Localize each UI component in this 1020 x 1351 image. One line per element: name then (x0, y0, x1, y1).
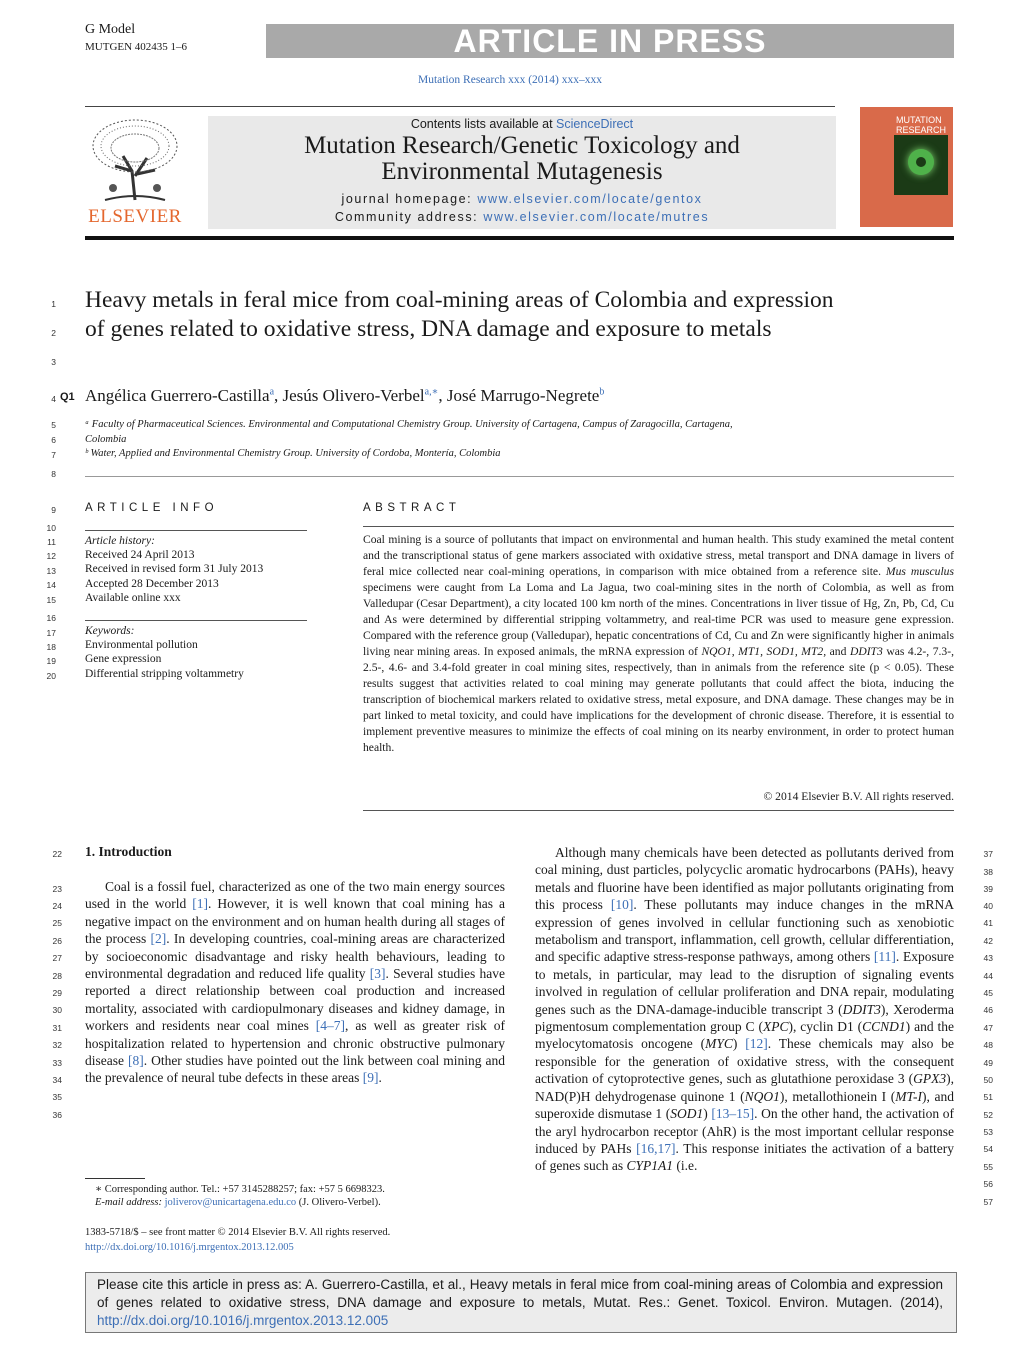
line-number: 36 (52, 1110, 62, 1120)
cover-image (894, 135, 948, 195)
info-rule (85, 530, 307, 531)
line-number: 22 (52, 849, 62, 859)
line-number: 35 (52, 1092, 62, 1102)
query-marker[interactable]: Q1 (60, 391, 75, 403)
line-number: 51 (983, 1092, 993, 1102)
sciencedirect-link[interactable]: ScienceDirect (556, 117, 634, 131)
line-number: 41 (983, 918, 993, 928)
line-number: 5 (51, 420, 56, 430)
line-number: 29 (52, 988, 62, 998)
line-number: 46 (983, 1005, 993, 1015)
line-number: 17 (46, 628, 56, 638)
line-number: 37 (983, 849, 993, 859)
author-name[interactable]: Angélica Guerrero-Castilla (85, 386, 270, 405)
line-number: 27 (52, 953, 62, 963)
intro-column-left: Coal is a fossil fuel, characterized as one of the two main energy sources used in the world [1]. However, it is well known that coal mining has a negative impact on the environment and on human health during all stages of the process [2]. In developing countries, coal-mining areas are characterized by socioeconomic disadvantage and risky health behaviours, leading to environmental degradation and reduced life quality [3]. Several studies have reported a direct relationship between coal production and increased mortality, associated with cardiopulmonary diseases and kidney damage, in workers and residents near coal mines [4–7], as well as greater risk of hospitalization related to hypertension and chronic obstructive pulmonary disease [8]. Other studies have pointed out the link between coal mining and the prevalence of neural tube defects in these areas [9]. (85, 879, 506, 1086)
abstract-bottom-rule (363, 810, 954, 811)
article-in-press-banner: ARTICLE IN PRESS (266, 24, 954, 58)
line-number: 24 (52, 901, 62, 911)
citation-link[interactable]: [10] (610, 897, 634, 913)
affiliation-a-cont: Colombia (85, 434, 127, 445)
line-number: 43 (983, 953, 993, 963)
citation-link[interactable]: [2] (150, 931, 167, 947)
line-number: 2 (51, 328, 56, 338)
affiliation-b: ᵇ Water, Applied and Environmental Chemistry Group. University of Cordoba, Montería, Colombia (85, 448, 501, 459)
info-rule (85, 620, 307, 621)
article-title: Heavy metals in feral mice from coal-mining areas of Colombia and expression of genes related to oxidative stress, DNA damage and exposure to metals (85, 287, 834, 342)
footnote-rule (85, 1178, 145, 1179)
journal-reference[interactable]: Mutation Research xxx (2014) xxx–xxx (418, 74, 602, 86)
line-number: 26 (52, 936, 62, 946)
g-model-label: G Model (85, 22, 136, 37)
line-number: 13 (46, 566, 56, 576)
line-number: 57 (983, 1197, 993, 1207)
journal-title: Mutation Research/Genetic Toxicology and Environmental Mutagenesis (304, 132, 740, 185)
line-number: 18 (46, 642, 56, 652)
journal-homepage: journal homepage: www.elsevier.com/locate/gentox (341, 192, 703, 206)
manuscript-id: MUTGEN 402435 1–6 (85, 41, 188, 53)
keyword: Environmental pollution (85, 639, 198, 651)
citation-link[interactable]: [8] (127, 1053, 144, 1069)
line-number: 39 (983, 884, 993, 894)
line-number: 6 (51, 435, 56, 445)
revised-date: Received in revised form 31 July 2013 (85, 563, 264, 575)
line-number: 14 (46, 580, 56, 590)
author-list: Angélica Guerrero-Castilla$^a$, Jesús Olivero-Verbel$^{a,∗}$, José Marrugo-Negrete$^b$ (85, 386, 605, 405)
introduction-heading: 1. Introduction (85, 844, 172, 859)
line-number: 16 (46, 613, 56, 623)
community-address: Community address: www.elsevier.com/locate/mutres (334, 210, 710, 224)
affiliation-a: ᵃ Faculty of Pharmaceutical Sciences. Environmental and Computational Chemistry Group. University of Cartagena, Campus of Zaragocilla, Cartagena, (85, 419, 733, 430)
email-note: E-mail address: joliverov@unicartagena.edu.co (J. Olivero-Verbel). (95, 1197, 381, 1208)
section-rule (85, 476, 954, 477)
line-number: 53 (983, 1127, 993, 1137)
elsevier-logo[interactable] (85, 116, 185, 228)
line-number: 56 (983, 1179, 993, 1189)
line-number: 42 (983, 936, 993, 946)
line-number: 10 (46, 523, 56, 533)
abstract-heading: ABSTRACT (363, 502, 461, 514)
author-name[interactable]: José Marrugo-Negrete (446, 386, 600, 405)
line-number: 40 (983, 901, 993, 911)
copyright-notice: © 2014 Elsevier B.V. All rights reserved. (763, 790, 954, 803)
keyword: Gene expression (85, 653, 162, 665)
citation-link[interactable]: [1] (192, 896, 208, 912)
doi-link[interactable]: http://dx.doi.org/10.1016/j.mrgentox.2013.12.005 (85, 1242, 294, 1253)
line-number: 31 (52, 1023, 62, 1033)
line-number: 47 (983, 1023, 993, 1033)
homepage-link[interactable]: www.elsevier.com/locate/gentox (477, 192, 703, 206)
citation-doi-link[interactable]: http://dx.doi.org/10.1016/j.mrgentox.2013.12.005 (97, 1313, 389, 1328)
line-number: 50 (983, 1075, 993, 1085)
citation-link[interactable]: [12] (745, 1036, 768, 1052)
header-rule (85, 106, 835, 107)
line-number: 55 (983, 1162, 993, 1172)
keyword: Differential stripping voltammetry (85, 668, 244, 680)
line-number: 44 (983, 971, 993, 981)
line-number: 48 (983, 1040, 993, 1050)
citation-link[interactable]: [4–7] (315, 1018, 346, 1034)
cover-title: MUTATION RESEARCH (896, 115, 947, 135)
intro-column-right: Although many chemicals have been detected as pollutants derived from coal mining, dust particles, polycyclic aromatic hydrocarbons (PAHs), heavy metals and fluorine have been identified as major pollutants originating from this process [10]. These pollutants may induce changes in the mRNA expression of genes involved in cellular functioning such as xenobiotic metabolism and transport, inflammation, cell growth, cellular differentiation, and specific adaptive stress-response pathways, among others [11]. Exposure to metals, in particular, may lead to the disruption of signaling events involved in regulation of cellular proliferation and DNA repair, modulating genes such as the DNA-damage-inducible transcript 3 (DDIT3), Xeroderma pigmentosum complementation group C (XPC), cyclin D1 (CCND1) and the myelocytomatosis oncogene (MYC) [12]. These chemicals may also be responsible for the generation of oxidative stress, with the consequent activation of cytoprotective genes, such as glutathione peroxidase 3 (GPX3), NAD(P)H dehydrogenase quinone 1 (NQO1), metallothionein I (MT-I), and superoxide dismutase 1 (SOD1) [13–15]. On the other hand, the activation of the aryl hydrocarbon receptor (AhR) is the most important cellular response induced by PAHs [16,17]. This response initiates the activation of a battery of genes such as CYP1A1 (i.e. (535, 845, 955, 1174)
line-number: 30 (52, 1005, 62, 1015)
line-number: 34 (52, 1075, 62, 1085)
online-date: Available online xxx (85, 592, 181, 604)
line-number: 1 (51, 299, 56, 309)
line-number: 12 (46, 551, 56, 561)
line-number: 20 (46, 671, 56, 681)
contents-line: Contents lists available at ScienceDirect (410, 117, 634, 131)
citation-link[interactable]: [13–15] (711, 1106, 755, 1122)
line-number: 7 (51, 450, 56, 460)
line-number: 33 (52, 1058, 62, 1068)
citation-text: Please cite this article in press as: A. Guerrero-Castilla, et al., Heavy metals in feral mice from coal-mining areas of Colombia and expression of genes related to oxidative stress, DNA damage and exposure to metals, Mutat. Res.: Genet. Toxicol. Environ. Mutagen. (2014), http://dx.doi.org/10.1016/j.mrgentox.2013.12.005 (97, 1277, 943, 1328)
line-number: 28 (52, 971, 62, 981)
line-number: 11 (47, 537, 56, 547)
author-name[interactable]: Jesús Olivero-Verbel (282, 386, 425, 405)
community-link[interactable]: www.elsevier.com/locate/mutres (483, 210, 710, 224)
abstract-rule (363, 526, 954, 527)
line-number: 23 (52, 884, 62, 894)
history-label: Article history: (85, 535, 155, 547)
line-number: 38 (983, 867, 993, 877)
abstract-text: Coal mining is a source of pollutants that impact on environmental and human health. This study examined the metal content and the transcriptional status of gene markers associated with oxidative stress, metal transport and DNA damage in livers of feral mice collected near coal-mining operations, in comparison with mice obtained from a reference site. Mus musculus specimens were caught from La Loma and La Jagua, two coal-mining sites in the north of Colombia, as well as from Valledupar (Cesar Department), a city located 100 km north of the mines. Concentrations in liver tissue of Hg, Zn, Pb, Cd, Cu and As were determined by differential stripping voltammetry, and real-time PCR was used to measure gene expression. Compared with the reference group (Valledupar), hepatic concentrations of Cd, Cu and Zn were significantly higher in animals living near mining areas. In exposed animals, the mRNA expression of NQO1, MT1, SOD1, MT2, and DDIT3 was 4.2-, 7.3-, 2.5-, 4.6- and 3.4-fold greater in coal mining sites, respectively, than in animals from the reference site (p < 0.05). These results suggest that activities related to coal mining may generate pollutants that could affect the biota, inducing the transcription of biochemical markers related to oxidative stress, metal exposure, and DNA damage. These changes may be in part linked to metal toxicity, and could have implications for the development of chronic disease. Therefore, it is essential to implement preventive measures to minimize the effects of coal mining on its nearby environment, in order to protect human health. (363, 533, 954, 754)
line-number: 15 (46, 595, 56, 605)
header-thick-rule (85, 236, 954, 240)
line-number: 52 (983, 1110, 993, 1120)
issn-line: 1383-5718/$ – see front matter © 2014 Elsevier B.V. All rights reserved. (85, 1227, 391, 1238)
citation-link[interactable]: [16,17] (636, 1140, 676, 1156)
line-number: 25 (52, 918, 62, 928)
accepted-date: Accepted 28 December 2013 (85, 578, 219, 590)
publisher-name: ELSEVIER (88, 206, 182, 227)
keywords-label: Keywords: (85, 625, 135, 637)
received-date: Received 24 April 2013 (85, 549, 195, 561)
article-info-heading: ARTICLE INFO (85, 502, 219, 514)
line-number: 9 (51, 505, 56, 515)
email-link[interactable]: joliverov@unicartagena.edu.co (164, 1197, 297, 1208)
line-number: 8 (51, 469, 56, 479)
journal-cover-thumbnail[interactable] (860, 107, 953, 227)
line-number: 3 (51, 357, 56, 367)
citation-link[interactable]: [11] (873, 949, 896, 965)
line-number: 4 (51, 394, 56, 404)
line-number: 49 (983, 1058, 993, 1068)
corresponding-author-note: ∗ Corresponding author. Tel.: +57 3145288257; fax: +57 5 6698323. (95, 1184, 385, 1195)
citation-link[interactable]: [3] (369, 966, 386, 982)
line-number: 19 (46, 656, 56, 666)
line-number: 45 (983, 988, 993, 998)
line-number: 54 (983, 1144, 993, 1154)
line-number: 32 (52, 1040, 62, 1050)
citation-link[interactable]: [9] (362, 1070, 379, 1086)
